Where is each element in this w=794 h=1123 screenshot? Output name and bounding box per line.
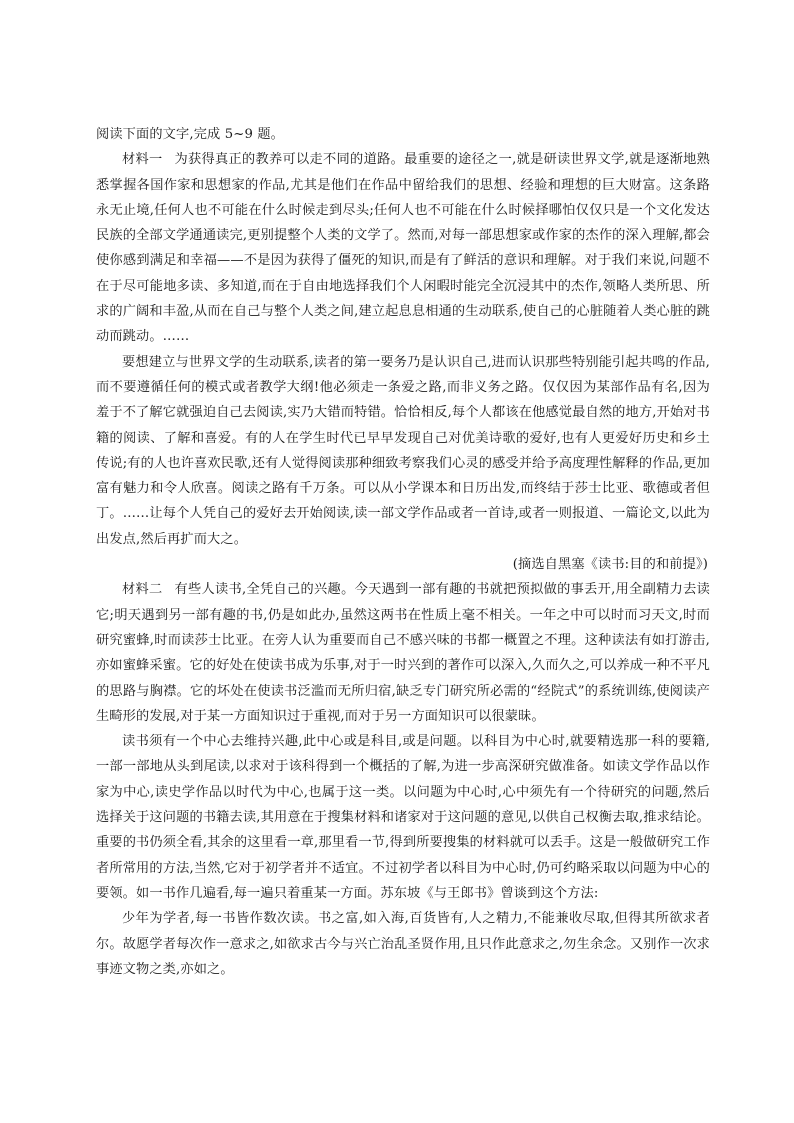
material-two-paragraph-1 (96, 577, 710, 729)
material-one-source: (摘选自黑塞《读书:目的和前提》) (512, 557, 708, 573)
material-one-paragraph-2: 要想建立与世界文学的生动联系,读者的第一要务乃是认识自己,进而认识那些特别能引起共鸣的作品,而不要遵循任何的模式或者教学大纲!他必须走一条爱之路,而非义务之路。仅仅因为某部作品有名,因为羞于不了解它就强迫自己去阅读,实乃大错而特错。恰恰相反,每个人都该在他感觉最自然的地方,开始对书籍的阅读、了解和喜爱。有的人在学生时代已早早发现自己对优美诗歌的爱好,也有人更爱好历史和乡土传说;有的人也许喜欢民歌,还有人觉得阅读那种细致考察我们心灵的感受并给予高度理性解释的作品,更加富有魅力和令人欣喜。阅读之路有千万条。可以从小学课本和日历出发,而终结于莎士比亚、歌德或者但丁。……让每个人凭自己的爱好去开始阅读,读一部文学作品或者一首诗,或者一则报道、一篇论文,以此为出发点,然后再扩而大之。 (96, 354, 710, 547)
reading-instruction: 阅读下面的文字,完成 5~9 题。 (96, 127, 285, 142)
material-one-paragraph-1 (96, 147, 710, 349)
material-two-label: 材料二 (122, 582, 163, 598)
material-one-paragraph-1-text: 为获得真正的教养可以走不同的道路。最重要的途径之一,就是研读世界文学,就是逐渐地熟悉掌握各国作家和思想家的作品,尤其是他们在作品中留给我们的思想、经验和理想的巨大财富。这条路永无止境,任何人也不可能在什么时候走到尽头;任何人也不可能在什么时候择哪怕仅仅只是一个文化发达民族的全部文学通通读完,更别提整个人类的文学了。然而,对每一部思想家或作家的杰作的深入理解,都会使你感到满足和幸福——不是因为获得了僵死的知识,而是有了鲜活的意识和理解。对于我们来说,问题不在于尽可能地多读、多知道,而在于自由地选择我们个人闲暇时能完全沉浸其中的杰作,领略人类所思、所求的广阔和丰盈,从而在自己与整个人类之间,建立起息息相通的生动联系,使自己的心脏随着人类心脏的跳动而跳动。…… (96, 152, 711, 345)
material-two-paragraph-1-text: 有些人读书,全凭自己的兴趣。今天遇到一部有趣的书就把预拟做的事丢开,用全副精力去读它;明天遇到另一部有趣的书,仍是如此办,虽然这两书在性质上毫不相关。一年之中可以时而习天文,时而研究蜜蜂,时而读莎士比亚。在旁人认为重要而自己不感兴味的书都一概置之不理。这种读法有如打游击,亦如蜜蜂采蜜。它的好处在使读书成为乐事,对于一时兴到的著作可以深入,久而久之,可以养成一种不平凡的思路与胸襟。它的坏处在使读书泛滥而无所归宿,缺乏专门研究所必需的“经院式”的系统训练,使阅读产生畸形的发展,对于某一方面知识过于重视,而对于另一方面知识可以很蒙昧。 (96, 582, 711, 724)
material-two-quote-paragraph: 少年为学者,每一书皆作数次读。书之富,如入海,百货皆有,人之精力,不能兼收尽取,但得其所欲求者尔。故愿学者每次作一意求之,如欲求古今与兴亡治乱圣贤作用,且只作此意求之,勿生余念。又别作一次求事迹文物之类,亦如之。 (96, 911, 710, 977)
material-two-paragraph-2: 读书须有一个中心去维持兴趣,此中心或是科目,或是问题。以科目为中心时,就要精选那一科的要籍,一部一部地从头到尾读,以求对于该科得到一个概括的了解,为进一步高深研究做准备。如读文学作品以作家为中心,读史学作品以时代为中心,也属于这一类。以问题为中心时,心中须先有一个待研究的问题,然后选择关于这问题的书籍去读,其用意在于搜集材料和诸家对于这问题的意见,以供自己权衡去取,推求结论。重要的书仍须全看,其余的这里看一章,那里看一节,得到所要搜集的材料就可以丢手。这是一般做研究工作者所常用的方法,当然,它对于初学者并不适宜。不过初学者以科目为中心时,仍可约略采取以问题为中心的要领。如一书作几遍看,每一遍只着重某一方面。苏东坡《与王郎书》曾谈到这个方法: (96, 734, 710, 901)
material-one-label: 材料一 (122, 152, 163, 168)
document-page (96, 122, 710, 982)
